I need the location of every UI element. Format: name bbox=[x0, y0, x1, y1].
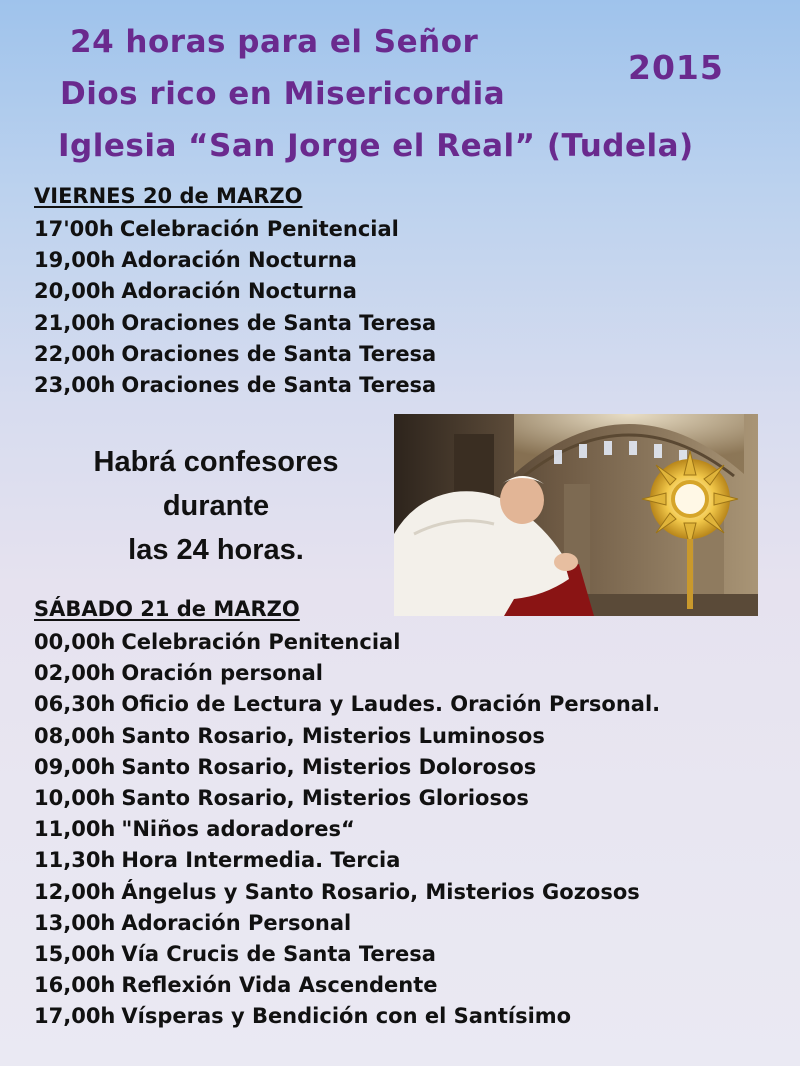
confessors-notice bbox=[46, 440, 386, 572]
schedule-item bbox=[34, 245, 436, 276]
schedule-item bbox=[34, 814, 660, 845]
schedule-activity: Adoración Personal bbox=[121, 910, 352, 935]
schedule-time: 23,00h bbox=[34, 372, 116, 397]
schedule-activity: Oraciones de Santa Teresa bbox=[121, 310, 437, 335]
schedule-activity: Santo Rosario, Misterios Gloriosos bbox=[121, 785, 529, 810]
schedule-item bbox=[34, 939, 660, 970]
saturday-heading: SÁBADO 21 de MARZO bbox=[34, 597, 300, 621]
schedule-item bbox=[34, 308, 436, 339]
schedule-time: 11,00h bbox=[34, 817, 116, 842]
schedule-activity: Oficio de Lectura y Laudes. Oración Personal. bbox=[121, 692, 661, 717]
friday-schedule bbox=[34, 214, 436, 401]
schedule-time: 16,00h bbox=[34, 973, 116, 998]
schedule-item bbox=[34, 214, 436, 245]
schedule-item bbox=[34, 689, 660, 720]
schedule-item bbox=[34, 908, 660, 939]
schedule-activity: Vísperas y Bendición con el Santísimo bbox=[121, 1004, 572, 1029]
schedule-item bbox=[34, 752, 660, 783]
schedule-time: 11,30h bbox=[34, 848, 116, 873]
photo-illustration bbox=[394, 414, 758, 616]
schedule-activity: Oraciones de Santa Teresa bbox=[121, 372, 437, 397]
schedule-activity: Ángelus y Santo Rosario, Misterios Gozosos bbox=[121, 879, 640, 904]
schedule-time: 22,00h bbox=[34, 341, 116, 366]
schedule-time: 12,00h bbox=[34, 879, 116, 904]
schedule-activity: Vía Crucis de Santa Teresa bbox=[121, 941, 436, 966]
schedule-activity: Celebración Penitencial bbox=[121, 630, 401, 654]
schedule-time: 17,00h bbox=[34, 1004, 116, 1029]
schedule-item bbox=[34, 845, 660, 876]
schedule-time: 00,00h bbox=[34, 630, 116, 654]
confessors-line-1: Habrá confesores bbox=[93, 446, 339, 478]
saturday-schedule bbox=[34, 627, 660, 1032]
poster-title-line-2: Dios rico en Misericordia bbox=[60, 76, 506, 112]
pope-praying-before-monstrance-image bbox=[394, 414, 758, 616]
schedule-time: 08,00h bbox=[34, 723, 116, 748]
schedule-time: 19,00h bbox=[34, 248, 116, 273]
schedule-time: 02,00h bbox=[34, 661, 116, 686]
schedule-activity: Santo Rosario, Misterios Luminosos bbox=[121, 723, 545, 748]
schedule-item bbox=[34, 877, 660, 908]
schedule-item bbox=[34, 370, 436, 401]
schedule-item bbox=[34, 721, 660, 752]
schedule-time: 21,00h bbox=[34, 310, 116, 335]
schedule-activity: Adoración Nocturna bbox=[121, 248, 357, 273]
schedule-time: 15,00h bbox=[34, 941, 116, 966]
schedule-activity: Hora Intermedia. Tercia bbox=[121, 848, 401, 873]
schedule-activity: Oración personal bbox=[121, 661, 323, 686]
schedule-activity: Celebración Penitencial bbox=[119, 217, 399, 241]
schedule-item bbox=[34, 658, 660, 689]
confessors-line-3: las 24 horas. bbox=[128, 534, 304, 566]
schedule-time: 06,30h bbox=[34, 692, 116, 717]
confessors-line-2: durante bbox=[162, 490, 270, 522]
schedule-item bbox=[34, 783, 660, 814]
schedule-time: 10,00h bbox=[34, 785, 116, 810]
schedule-item bbox=[34, 1001, 660, 1032]
schedule-activity: Santo Rosario, Misterios Dolorosos bbox=[121, 754, 537, 779]
schedule-item bbox=[34, 970, 660, 1001]
schedule-time: 17'00h bbox=[34, 217, 114, 241]
schedule-activity: Oraciones de Santa Teresa bbox=[121, 341, 437, 366]
schedule-activity: Adoración Nocturna bbox=[121, 279, 357, 304]
schedule-activity: Reflexión Vida Ascendente bbox=[121, 973, 438, 998]
schedule-time: 13,00h bbox=[34, 910, 116, 935]
poster-year: 2015 bbox=[628, 48, 724, 87]
schedule-item bbox=[34, 627, 660, 658]
schedule-item bbox=[34, 339, 436, 370]
schedule-time: 09,00h bbox=[34, 754, 116, 779]
friday-heading: VIERNES 20 de MARZO bbox=[34, 184, 303, 208]
schedule-activity: "Niños adoradores“ bbox=[121, 817, 355, 842]
poster-title-line-3: Iglesia “San Jorge el Real” (Tudela) bbox=[58, 128, 694, 164]
schedule-item bbox=[34, 276, 436, 307]
poster-title-line-1: 24 horas para el Señor bbox=[70, 24, 479, 60]
schedule-time: 20,00h bbox=[34, 279, 116, 304]
